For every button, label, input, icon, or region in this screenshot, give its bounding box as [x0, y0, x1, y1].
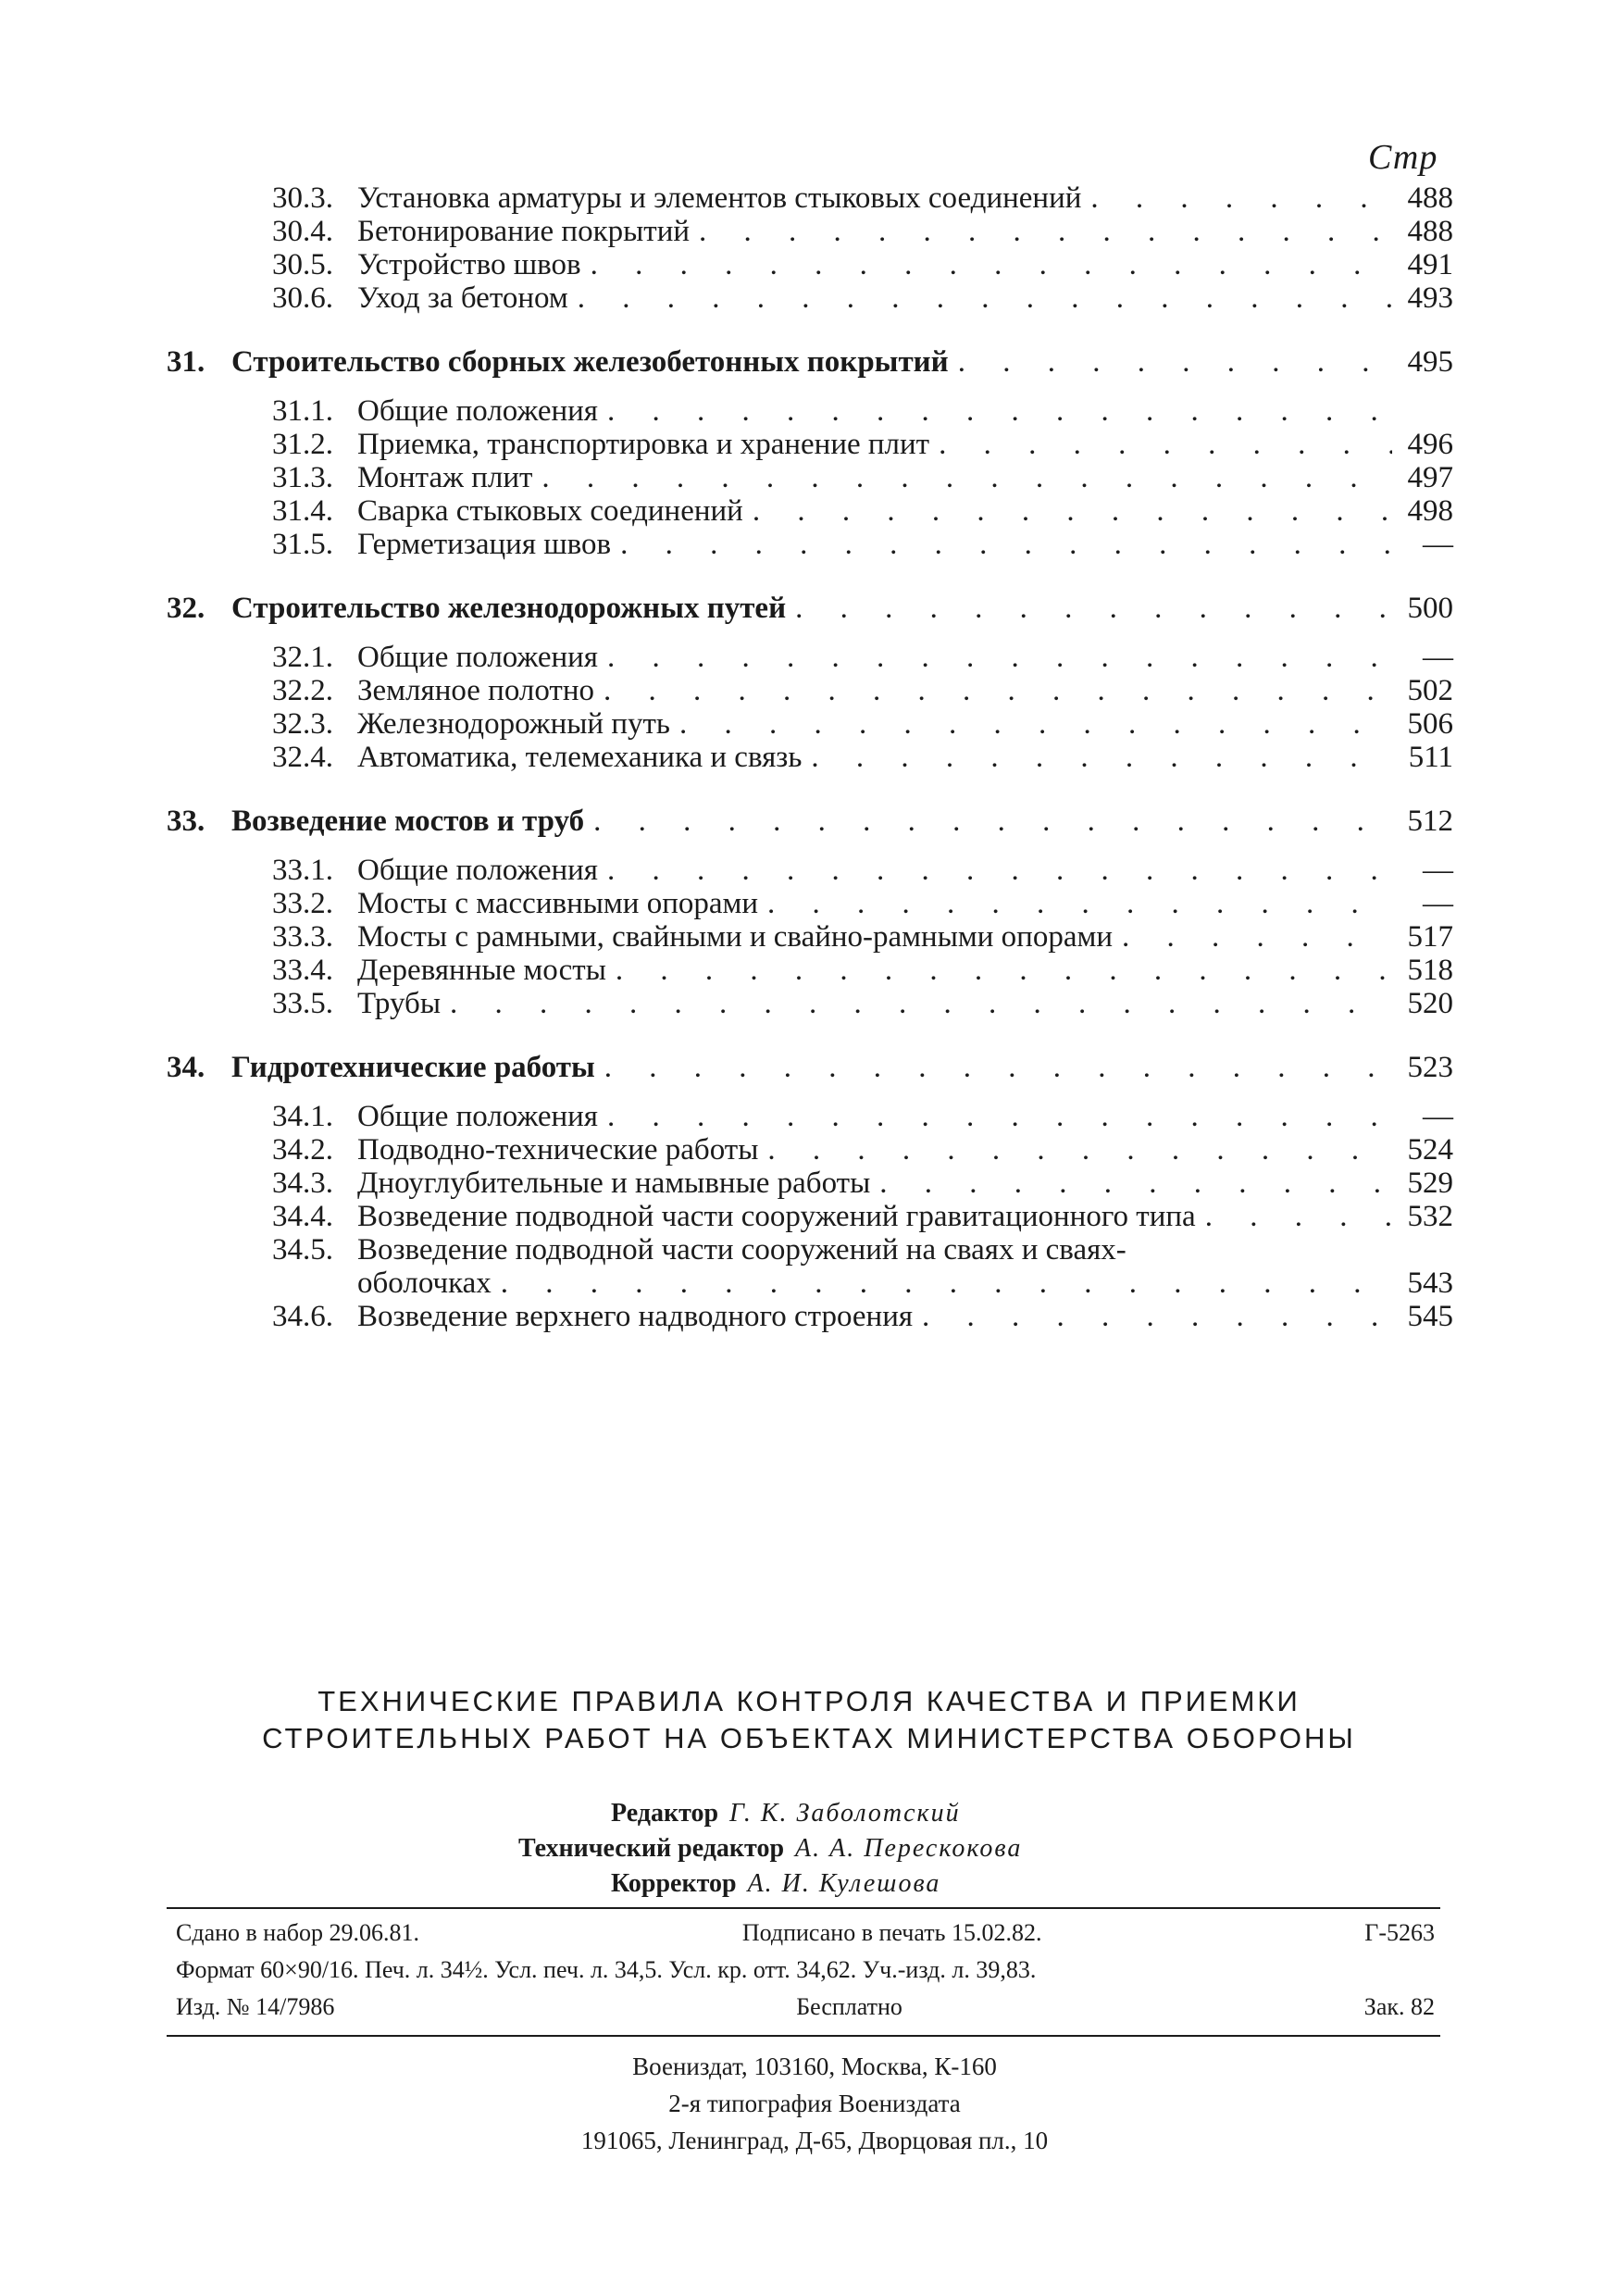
toc-leader-dots — [958, 330, 1392, 394]
toc-item-title: Общие положения — [357, 1100, 598, 1133]
toc-leader-dots — [1122, 920, 1392, 954]
credit-role: Редактор — [611, 1799, 719, 1828]
imprint-code: Г-5263 — [1364, 1919, 1435, 1946]
toc-item-number: 31.5. — [272, 528, 333, 561]
toc-leader-dots — [501, 1267, 1392, 1300]
credit-editor — [352, 1796, 1277, 1831]
toc-item — [167, 428, 1453, 461]
publisher-block — [370, 2048, 1259, 2159]
toc-item — [167, 987, 1453, 1020]
toc-item-title: Возведение подводной части сооружений гравитационного типа — [357, 1200, 1196, 1233]
toc-item — [167, 1133, 1453, 1167]
toc-item-page: 493 — [1407, 281, 1453, 315]
toc-item-title: Приемка, транспортировка и хранение плит — [357, 428, 930, 461]
toc-item-title: Трубы — [357, 987, 441, 1020]
credit-role: Технический редактор — [518, 1834, 785, 1863]
toc-section-number: 34. — [167, 1051, 205, 1084]
toc-item-title: Герметизация швов — [357, 528, 612, 561]
toc-item-page: 491 — [1407, 248, 1453, 281]
toc-item — [167, 528, 1453, 561]
toc-section-heading — [167, 330, 1453, 394]
publisher-line-1: Воениздат, 103160, Москва, К-160 — [632, 2053, 997, 2080]
toc-item-title: Земляное полотно — [357, 674, 595, 707]
credit-name: А. А. Перескокова — [795, 1834, 1023, 1863]
toc-item-page: 520 — [1407, 987, 1453, 1020]
toc-item — [167, 954, 1453, 987]
toc-item-page: 502 — [1407, 674, 1453, 707]
toc-leader-dots — [795, 576, 1392, 641]
toc-item-number: 34.1. — [272, 1100, 333, 1133]
toc-item-page: — — [1423, 641, 1453, 674]
book-title — [185, 1683, 1433, 1757]
toc-section-title: Возведение мостов и труб — [231, 805, 585, 838]
toc-item — [167, 1167, 1453, 1200]
toc-item-page: 529 — [1407, 1167, 1453, 1200]
toc-item-number: 34.4. — [272, 1200, 333, 1233]
toc-item — [167, 741, 1453, 774]
imprint-row-2 — [176, 1952, 1435, 1989]
toc-item — [167, 281, 1453, 315]
toc-item-number: 30.6. — [272, 281, 333, 315]
toc-item-page: 511 — [1408, 741, 1453, 774]
toc-item-number: 30.5. — [272, 248, 333, 281]
toc-item-title-continued: оболочках — [357, 1267, 492, 1300]
toc-item-page: 498 — [1407, 494, 1453, 528]
toc-item-number: 32.3. — [272, 707, 333, 741]
toc-item-number: 34.2. — [272, 1133, 333, 1167]
toc-item-page: — — [1423, 887, 1453, 920]
toc-item — [167, 854, 1453, 887]
toc-item-page: — — [1423, 528, 1453, 561]
toc-item-page: 517 — [1407, 920, 1453, 954]
toc-leader-dots — [578, 281, 1392, 315]
imprint-order: Зак. 82 — [1363, 1993, 1435, 2020]
toc-leader-dots — [879, 1167, 1392, 1200]
toc-item-continuation — [167, 1267, 1453, 1300]
toc-item-title: Автоматика, телемеханика и связь — [357, 741, 803, 774]
toc-item — [167, 1200, 1453, 1233]
toc-section-page: 512 — [1407, 805, 1453, 838]
toc-item-number: 32.4. — [272, 741, 333, 774]
toc-item-page: 488 — [1407, 215, 1453, 248]
toc-section-title: Гидротехнические работы — [231, 1051, 595, 1084]
toc-section-33 — [167, 789, 1453, 1020]
toc-item-title: Железнодорожный путь — [357, 707, 670, 741]
toc-item — [167, 641, 1453, 674]
toc-section-heading — [167, 789, 1453, 854]
credit-corrector — [352, 1866, 1277, 1902]
toc-section-number: 33. — [167, 805, 205, 838]
toc-item-number: 32.1. — [272, 641, 333, 674]
toc-section-31 — [167, 330, 1453, 561]
toc-item-page: 543 — [1407, 1267, 1453, 1300]
toc-item-page: — — [1423, 854, 1453, 887]
toc-item — [167, 1300, 1453, 1333]
toc-leader-dots — [541, 461, 1392, 494]
toc-item-number: 33.3. — [272, 920, 333, 954]
toc-item — [167, 1100, 1453, 1133]
publisher-line-2: 2-я типография Воениздата — [668, 2090, 961, 2117]
imprint-row-3 — [176, 1989, 1435, 2026]
toc-item-title: Деревянные мосты — [357, 954, 606, 987]
toc-item-page: 496 — [1407, 428, 1453, 461]
toc-item-number: 30.3. — [272, 181, 333, 215]
toc-item-title: Общие положения — [357, 394, 598, 428]
toc-section-32 — [167, 576, 1453, 774]
toc-section-34 — [167, 1035, 1453, 1333]
page-column-label: Стр — [1368, 138, 1438, 177]
toc-item-number: 33.1. — [272, 854, 333, 887]
toc-leader-dots — [591, 248, 1392, 281]
toc-item — [167, 707, 1453, 741]
toc-item — [167, 248, 1453, 281]
credit-name: А. И. Кулешова — [747, 1869, 941, 1898]
toc-item-page: 524 — [1407, 1133, 1453, 1167]
toc-section-heading — [167, 576, 1453, 641]
toc-item — [167, 887, 1453, 920]
toc-item-number: 31.2. — [272, 428, 333, 461]
toc-leader-dots — [939, 428, 1392, 461]
credit-technical-editor — [352, 1831, 1277, 1866]
toc-item — [167, 674, 1453, 707]
toc-leader-dots — [607, 394, 1392, 428]
table-of-contents — [167, 181, 1453, 1348]
toc-item-number: 33.2. — [272, 887, 333, 920]
credit-name: Г. К. Заболотский — [729, 1799, 961, 1828]
book-title-line-2: СТРОИТЕЛЬНЫХ РАБОТ НА ОБЪЕКТАХ МИНИСТЕРСТВА ОБОРОНЫ — [262, 1722, 1356, 1754]
toc-section-number: 32. — [167, 592, 205, 625]
toc-item — [167, 494, 1453, 528]
toc-item-page: 488 — [1407, 181, 1453, 215]
toc-item-number: 33.5. — [272, 987, 333, 1020]
toc-section-page: 523 — [1407, 1051, 1453, 1084]
toc-item-title: Общие положения — [357, 641, 598, 674]
toc-leader-dots — [604, 1035, 1392, 1100]
toc-item — [167, 920, 1453, 954]
toc-item-number: 34.5. — [272, 1233, 333, 1267]
toc-leader-dots — [593, 789, 1392, 854]
toc-item-title: Бетонирование покрытий — [357, 215, 691, 248]
credits-block — [352, 1796, 1277, 1902]
toc-item-title: Подводно-технические работы — [357, 1133, 759, 1167]
toc-item-title: Мосты с массивными опорами — [357, 887, 759, 920]
toc-item-title: Мосты с рамными, свайными и свайно-рамными опорами — [357, 920, 1114, 954]
toc-item-number: 31.1. — [272, 394, 333, 428]
imprint-row-1 — [176, 1915, 1435, 1952]
toc-section-page: 495 — [1407, 345, 1453, 379]
toc-item-number: 34.6. — [272, 1300, 333, 1333]
toc-item-page: — — [1423, 1100, 1453, 1133]
toc-item-title: Возведение подводной части сооружений на сваях и сваях- — [357, 1233, 1126, 1267]
toc-section-number: 31. — [167, 345, 205, 379]
credit-role: Корректор — [611, 1869, 737, 1898]
toc-item-title: Уход за бетоном — [357, 281, 568, 315]
toc-item-title: Возведение верхнего надводного строения — [357, 1300, 914, 1333]
imprint-price: Бесплатно — [796, 1993, 902, 2020]
toc-item-title: Монтаж плит — [357, 461, 533, 494]
toc-section-title: Строительство сборных железобетонных покрытий — [231, 345, 949, 379]
toc-leader-dots — [1090, 181, 1392, 215]
toc-section-30 — [167, 181, 1453, 315]
toc-item-title: Устройство швов — [357, 248, 581, 281]
toc-leader-dots — [604, 674, 1392, 707]
toc-item-page: 518 — [1407, 954, 1453, 987]
toc-leader-dots — [616, 954, 1392, 987]
toc-item-page: 497 — [1407, 461, 1453, 494]
toc-section-title: Строительство железнодорожных путей — [231, 592, 787, 625]
toc-leader-dots — [607, 641, 1392, 674]
toc-item-page: 506 — [1407, 707, 1453, 741]
imprint-divider-bottom — [167, 2035, 1440, 2037]
toc-leader-dots — [1205, 1200, 1392, 1233]
imprint-izd-number: Изд. № 14/7986 — [176, 1993, 335, 2020]
toc-item-number: 32.2. — [272, 674, 333, 707]
toc-leader-dots — [679, 707, 1392, 741]
toc-item-title: Установка арматуры и элементов стыковых соединений — [357, 181, 1082, 215]
imprint-divider-top — [167, 1907, 1440, 1909]
imprint-signed-date: Подписано в печать 15.02.82. — [741, 1919, 1042, 1946]
toc-item-number: 34.3. — [272, 1167, 333, 1200]
toc-item — [167, 215, 1453, 248]
toc-leader-dots — [767, 1133, 1392, 1167]
toc-item — [167, 181, 1453, 215]
toc-section-heading — [167, 1035, 1453, 1100]
toc-item — [167, 1233, 1453, 1267]
imprint-format: Формат 60×90/16. Печ. л. 34½. Усл. печ. л. 34,5. Усл. кр. отт. 34,62. Уч.-изд. л. 39,83. — [176, 1956, 1037, 1983]
toc-item-number: 30.4. — [272, 215, 333, 248]
toc-item-title: Сварка стыковых соединений — [357, 494, 743, 528]
toc-section-page: 500 — [1407, 592, 1453, 625]
toc-leader-dots — [607, 1100, 1392, 1133]
toc-item-title: Дноуглубительные и намывные работы — [357, 1167, 871, 1200]
toc-item — [167, 394, 1453, 428]
toc-item-number: 31.4. — [272, 494, 333, 528]
imprint-sent-date: Сдано в набор 29.06.81. — [176, 1919, 419, 1946]
toc-leader-dots — [811, 741, 1392, 774]
toc-item-number: 31.3. — [272, 461, 333, 494]
toc-leader-dots — [753, 494, 1392, 528]
toc-item-title: Общие положения — [357, 854, 598, 887]
book-title-line-1: ТЕХНИЧЕСКИЕ ПРАВИЛА КОНТРОЛЯ КАЧЕСТВА И ПРИЕМКИ — [317, 1685, 1301, 1717]
toc-item — [167, 461, 1453, 494]
toc-leader-dots — [607, 854, 1392, 887]
toc-leader-dots — [699, 215, 1392, 248]
toc-leader-dots — [620, 528, 1392, 561]
toc-item-number: 33.4. — [272, 954, 333, 987]
imprint-block — [176, 1915, 1435, 2026]
toc-leader-dots — [767, 887, 1392, 920]
toc-leader-dots — [922, 1300, 1392, 1333]
toc-item-page: 545 — [1407, 1300, 1453, 1333]
toc-leader-dots — [450, 987, 1392, 1020]
toc-item-page: 532 — [1407, 1200, 1453, 1233]
publisher-line-3: 191065, Ленинград, Д-65, Дворцовая пл., 10 — [580, 2127, 1049, 2154]
